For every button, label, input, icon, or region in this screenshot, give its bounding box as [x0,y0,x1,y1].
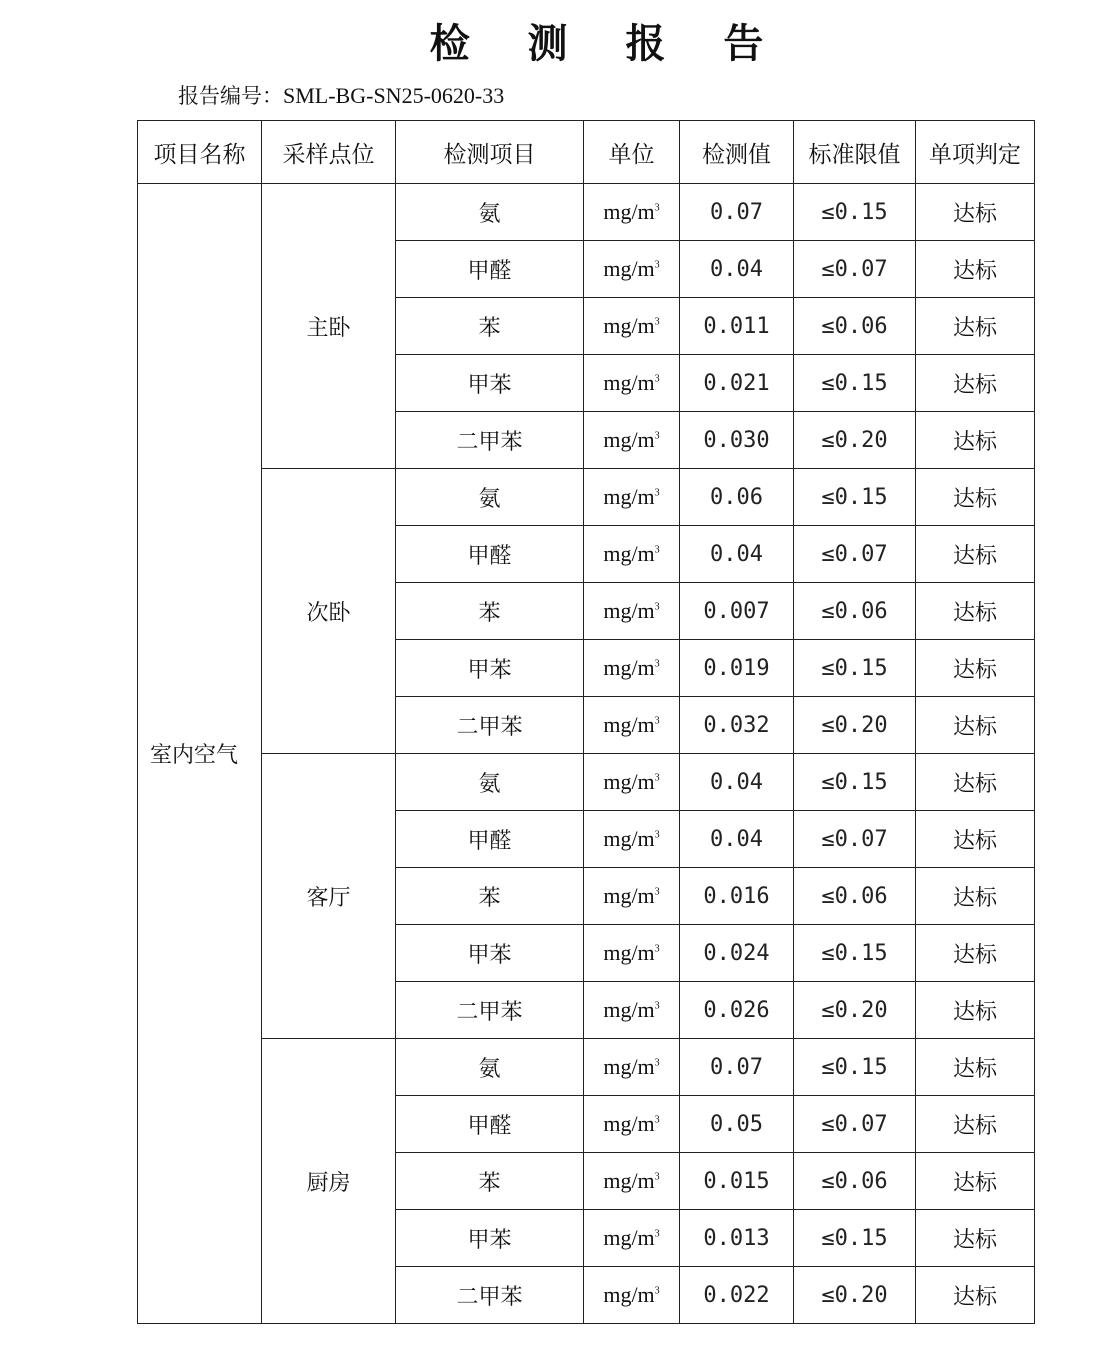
test-item-cell: 甲苯 [396,640,584,697]
standard-limit-cell: ≤0.06 [794,298,916,355]
unit-cell [584,1039,680,1096]
report-title: 检 测 报 告 [429,20,786,67]
unit-cell [584,1210,680,1267]
result-cell: 达标 [916,640,1035,697]
measured-value-cell: 0.011 [680,298,794,355]
result-cell: 达标 [916,583,1035,640]
result-cell: 达标 [916,241,1035,298]
unit-cell [584,184,680,241]
unit-exponent: 3 [654,658,660,670]
test-item-cell: 二甲苯 [396,982,584,1039]
unit-exponent: 3 [654,202,660,214]
measured-value-cell: 0.016 [680,868,794,925]
project-name-cell: 室内空气 [138,184,262,1324]
standard-limit-cell: ≤0.20 [794,697,916,754]
unit-exponent: 3 [654,430,660,442]
measured-value-cell: 0.04 [680,811,794,868]
standard-limit-cell: ≤0.06 [794,1153,916,1210]
unit-cell [584,298,680,355]
test-item-cell: 苯 [396,298,584,355]
unit-exponent: 3 [654,715,660,727]
test-item-cell: 苯 [396,868,584,925]
measured-value-cell: 0.030 [680,412,794,469]
standard-limit-cell: ≤0.15 [794,355,916,412]
standard-limit-cell: ≤0.15 [794,469,916,526]
unit-base: mg/m [603,1054,655,1079]
header-cell: 单位 [584,121,680,184]
unit-base: mg/m [603,256,655,281]
unit-base: mg/m [603,769,655,794]
unit-exponent: 3 [654,601,660,613]
unit-cell [584,526,680,583]
unit-cell [584,1267,680,1324]
result-cell: 达标 [916,184,1035,241]
standard-limit-cell: ≤0.20 [794,1267,916,1324]
unit-base: mg/m [603,598,655,623]
test-item-cell: 氨 [396,184,584,241]
test-item-cell: 氨 [396,1039,584,1096]
header-cell: 检测值 [680,121,794,184]
table-row [138,469,1035,526]
test-item-cell: 甲醛 [396,241,584,298]
table-row [138,1039,1035,1096]
result-cell: 达标 [916,526,1035,583]
measured-value-cell: 0.05 [680,1096,794,1153]
test-item-cell: 甲醛 [396,1096,584,1153]
unit-exponent: 3 [654,373,660,385]
result-cell: 达标 [916,355,1035,412]
unit-base: mg/m [603,541,655,566]
measured-value-cell: 0.015 [680,1153,794,1210]
test-item-cell: 甲苯 [396,925,584,982]
unit-base: mg/m [603,484,655,509]
standard-limit-cell: ≤0.15 [794,925,916,982]
measured-value-cell: 0.024 [680,925,794,982]
measured-value-cell: 0.032 [680,697,794,754]
measured-value-cell: 0.04 [680,526,794,583]
unit-exponent: 3 [654,1000,660,1012]
standard-limit-cell: ≤0.15 [794,754,916,811]
standard-limit-cell: ≤0.06 [794,583,916,640]
result-cell: 达标 [916,754,1035,811]
result-cell: 达标 [916,469,1035,526]
unit-exponent: 3 [654,1057,660,1069]
unit-exponent: 3 [654,943,660,955]
test-item-cell: 甲苯 [396,355,584,412]
result-cell: 达标 [916,1210,1035,1267]
standard-limit-cell: ≤0.07 [794,241,916,298]
unit-exponent: 3 [654,1228,660,1240]
unit-exponent: 3 [654,259,660,271]
test-item-cell: 二甲苯 [396,697,584,754]
standard-limit-cell: ≤0.07 [794,1096,916,1153]
result-cell: 达标 [916,697,1035,754]
header-row [138,121,1035,184]
result-cell: 达标 [916,298,1035,355]
test-results-table [137,120,1035,1324]
unit-exponent: 3 [654,544,660,556]
test-item-cell: 甲醛 [396,811,584,868]
unit-exponent: 3 [654,1171,660,1183]
measured-value-cell: 0.026 [680,982,794,1039]
unit-cell [584,925,680,982]
unit-cell [584,412,680,469]
unit-base: mg/m [603,427,655,452]
result-cell: 达标 [916,1096,1035,1153]
location-cell: 主卧 [262,184,396,469]
test-item-cell: 苯 [396,1153,584,1210]
measured-value-cell: 0.04 [680,754,794,811]
unit-base: mg/m [603,940,655,965]
standard-limit-cell: ≤0.07 [794,811,916,868]
unit-base: mg/m [603,826,655,851]
measured-value-cell: 0.021 [680,355,794,412]
unit-base: mg/m [603,313,655,338]
table-row [138,184,1035,241]
standard-limit-cell: ≤0.15 [794,1039,916,1096]
result-cell: 达标 [916,412,1035,469]
header-cell: 单项判定 [916,121,1035,184]
result-cell: 达标 [916,1039,1035,1096]
header-cell: 标准限值 [794,121,916,184]
unit-base: mg/m [603,1111,655,1136]
unit-base: mg/m [603,883,655,908]
unit-exponent: 3 [654,772,660,784]
unit-base: mg/m [603,712,655,737]
standard-limit-cell: ≤0.15 [794,184,916,241]
unit-base: mg/m [603,1168,655,1193]
measured-value-cell: 0.07 [680,1039,794,1096]
unit-exponent: 3 [654,1114,660,1126]
standard-limit-cell: ≤0.15 [794,640,916,697]
result-cell: 达标 [916,811,1035,868]
unit-cell [584,868,680,925]
location-cell: 客厅 [262,754,396,1039]
standard-limit-cell: ≤0.07 [794,526,916,583]
unit-cell [584,754,680,811]
location-cell: 厨房 [262,1039,396,1324]
report-number-value: SML-BG-SN25-0620-33 [283,83,505,108]
result-cell: 达标 [916,868,1035,925]
result-cell: 达标 [916,1267,1035,1324]
measured-value-cell: 0.019 [680,640,794,697]
unit-base: mg/m [603,1225,655,1250]
unit-exponent: 3 [654,1285,660,1297]
measured-value-cell: 0.06 [680,469,794,526]
measured-value-cell: 0.013 [680,1210,794,1267]
test-item-cell: 氨 [396,754,584,811]
measured-value-cell: 0.07 [680,184,794,241]
unit-cell [584,811,680,868]
unit-exponent: 3 [654,487,660,499]
result-cell: 达标 [916,982,1035,1039]
unit-cell [584,1096,680,1153]
unit-base: mg/m [603,1282,655,1307]
standard-limit-cell: ≤0.06 [794,868,916,925]
standard-limit-cell: ≤0.15 [794,1210,916,1267]
report-number-label: 报告编号： [178,84,283,108]
standard-limit-cell: ≤0.20 [794,982,916,1039]
test-item-cell: 二甲苯 [396,1267,584,1324]
unit-cell [584,469,680,526]
header-cell: 检测项目 [396,121,584,184]
unit-base: mg/m [603,655,655,680]
header-cell: 项目名称 [138,121,262,184]
test-item-cell: 氨 [396,469,584,526]
unit-exponent: 3 [654,316,660,328]
header-cell: 采样点位 [262,121,396,184]
test-item-cell: 甲苯 [396,1210,584,1267]
unit-base: mg/m [603,199,655,224]
unit-cell [584,583,680,640]
unit-exponent: 3 [654,886,660,898]
standard-limit-cell: ≤0.20 [794,412,916,469]
result-cell: 达标 [916,1153,1035,1210]
unit-cell [584,241,680,298]
report-number [178,80,504,110]
test-item-cell: 苯 [396,583,584,640]
test-item-cell: 甲醛 [396,526,584,583]
measured-value-cell: 0.007 [680,583,794,640]
unit-cell [584,697,680,754]
location-cell: 次卧 [262,469,396,754]
unit-base: mg/m [603,997,655,1022]
table-row [138,754,1035,811]
test-item-cell: 二甲苯 [396,412,584,469]
unit-cell [584,982,680,1039]
measured-value-cell: 0.04 [680,241,794,298]
measured-value-cell: 0.022 [680,1267,794,1324]
result-cell: 达标 [916,925,1035,982]
unit-base: mg/m [603,370,655,395]
unit-exponent: 3 [654,829,660,841]
unit-cell [584,1153,680,1210]
unit-cell [584,355,680,412]
unit-cell [584,640,680,697]
